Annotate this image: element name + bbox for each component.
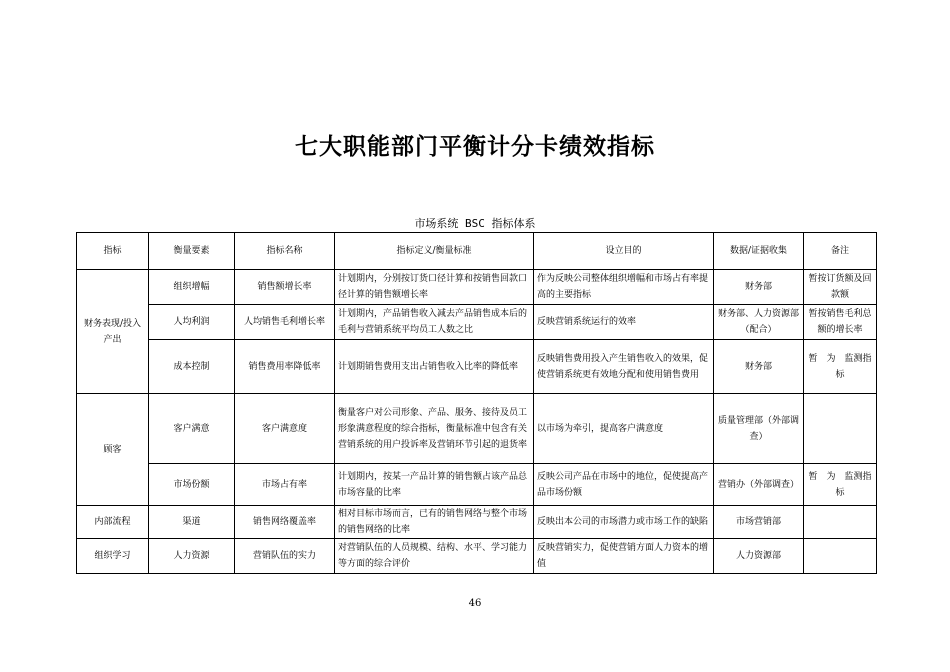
note-cell bbox=[804, 394, 877, 464]
table-row bbox=[77, 394, 877, 464]
definition-cell: 计划期内，按某一产品计算的销售额占该产品总市场容量的比率 bbox=[335, 464, 534, 506]
indicator-name-cell: 销售费用率降低率 bbox=[235, 340, 335, 394]
data-source-cell: 财务部、人力资源部（配合） bbox=[714, 305, 804, 340]
bsc-indicator-table bbox=[76, 232, 877, 574]
group-cell-financial: 财务表现/投入产出 bbox=[77, 270, 149, 394]
element-cell: 人力资源 bbox=[149, 539, 235, 574]
group-cell-customer: 顾客 bbox=[77, 394, 149, 506]
data-source-cell: 财务部 bbox=[714, 270, 804, 305]
purpose-cell: 作为反映公司整体组织增幅和市场占有率提高的主要指标 bbox=[534, 270, 714, 305]
note-cell: 暂按销售毛利总额的增长率 bbox=[804, 305, 877, 340]
header-cell: 数据/证据收集 bbox=[714, 233, 804, 270]
purpose-cell: 反映营销实力，促使营销方面人力资本的增值 bbox=[534, 539, 714, 574]
indicator-name-cell: 销售额增长率 bbox=[235, 270, 335, 305]
group-cell-internal: 内部流程 bbox=[77, 506, 149, 539]
page-number: 46 bbox=[468, 598, 482, 609]
definition-cell: 对营销队伍的人员规模、结构、水平、学习能力等方面的综合评价 bbox=[335, 539, 534, 574]
element-cell: 成本控制 bbox=[149, 340, 235, 394]
indicator-name-cell: 市场占有率 bbox=[235, 464, 335, 506]
table-row bbox=[77, 270, 877, 305]
header-cell: 指标名称 bbox=[235, 233, 335, 270]
header-cell: 设立目的 bbox=[534, 233, 714, 270]
data-source-cell: 市场营销部 bbox=[714, 506, 804, 539]
data-source-cell: 财务部 bbox=[714, 340, 804, 394]
indicator-name-cell: 销售网络覆盖率 bbox=[235, 506, 335, 539]
data-source-cell: 营销办（外部调查） bbox=[714, 464, 804, 506]
element-cell: 市场份额 bbox=[149, 464, 235, 506]
header-cell: 备注 bbox=[804, 233, 877, 270]
definition-cell: 计划期销售费用支出占销售收入比率的降低率 bbox=[335, 340, 534, 394]
data-source-cell: 人力资源部 bbox=[714, 539, 804, 574]
header-cell: 指标定义/衡量标准 bbox=[335, 233, 534, 270]
page-title: 七大职能部门平衡计分卡绩效指标 bbox=[295, 134, 655, 160]
group-cell-learning: 组织学习 bbox=[77, 539, 149, 574]
purpose-cell: 反映公司产品在市场中的地位，促使提高产品市场份额 bbox=[534, 464, 714, 506]
table-row bbox=[77, 464, 877, 506]
definition-cell: 相对目标市场而言，已有的销售网络与整个市场的销售网络的比率 bbox=[335, 506, 534, 539]
purpose-cell: 反映出本公司的市场潜力或市场工作的缺陷 bbox=[534, 506, 714, 539]
note-cell: 暂按订货额及回款额 bbox=[804, 270, 877, 305]
table-row bbox=[77, 340, 877, 394]
indicator-name-cell: 客户满意度 bbox=[235, 394, 335, 464]
note-cell: 暂 为 监测指标 bbox=[804, 340, 877, 394]
header-cell: 指标 bbox=[77, 233, 149, 270]
definition-cell: 计划期内，分别按订货口径计算和按销售回款口径计算的销售额增长率 bbox=[335, 270, 534, 305]
note-cell: 暂 为 监测指标 bbox=[804, 464, 877, 506]
indicator-name-cell: 人均销售毛利增长率 bbox=[235, 305, 335, 340]
element-cell: 客户满意 bbox=[149, 394, 235, 464]
element-cell: 组织增幅 bbox=[149, 270, 235, 305]
purpose-cell: 反映营销系统运行的效率 bbox=[534, 305, 714, 340]
table-row bbox=[77, 539, 877, 574]
definition-cell: 衡量客户对公司形象、产品、服务、接待及员工形象满意程度的综合指标，衡量标准中包含有关营销系统的用户投诉率及营销环节引起的退货率 bbox=[335, 394, 534, 464]
purpose-cell: 以市场为牵引，提高客户满意度 bbox=[534, 394, 714, 464]
table-header-row bbox=[77, 233, 877, 270]
table-row bbox=[77, 305, 877, 340]
note-cell bbox=[804, 539, 877, 574]
note-cell bbox=[804, 506, 877, 539]
data-source-cell: 质量管理部（外部调查） bbox=[714, 394, 804, 464]
header-cell: 衡量要素 bbox=[149, 233, 235, 270]
table-caption: 市场系统 BSC 指标体系 bbox=[414, 217, 536, 230]
indicator-name-cell: 营销队伍的实力 bbox=[235, 539, 335, 574]
purpose-cell: 反映销售费用投入产生销售收入的效果，促使营销系统更有效地分配和使用销售费用 bbox=[534, 340, 714, 394]
definition-cell: 计划期内，产品销售收入减去产品销售成本后的毛利与营销系统平均员工人数之比 bbox=[335, 305, 534, 340]
element-cell: 渠道 bbox=[149, 506, 235, 539]
element-cell: 人均利润 bbox=[149, 305, 235, 340]
table-row bbox=[77, 506, 877, 539]
